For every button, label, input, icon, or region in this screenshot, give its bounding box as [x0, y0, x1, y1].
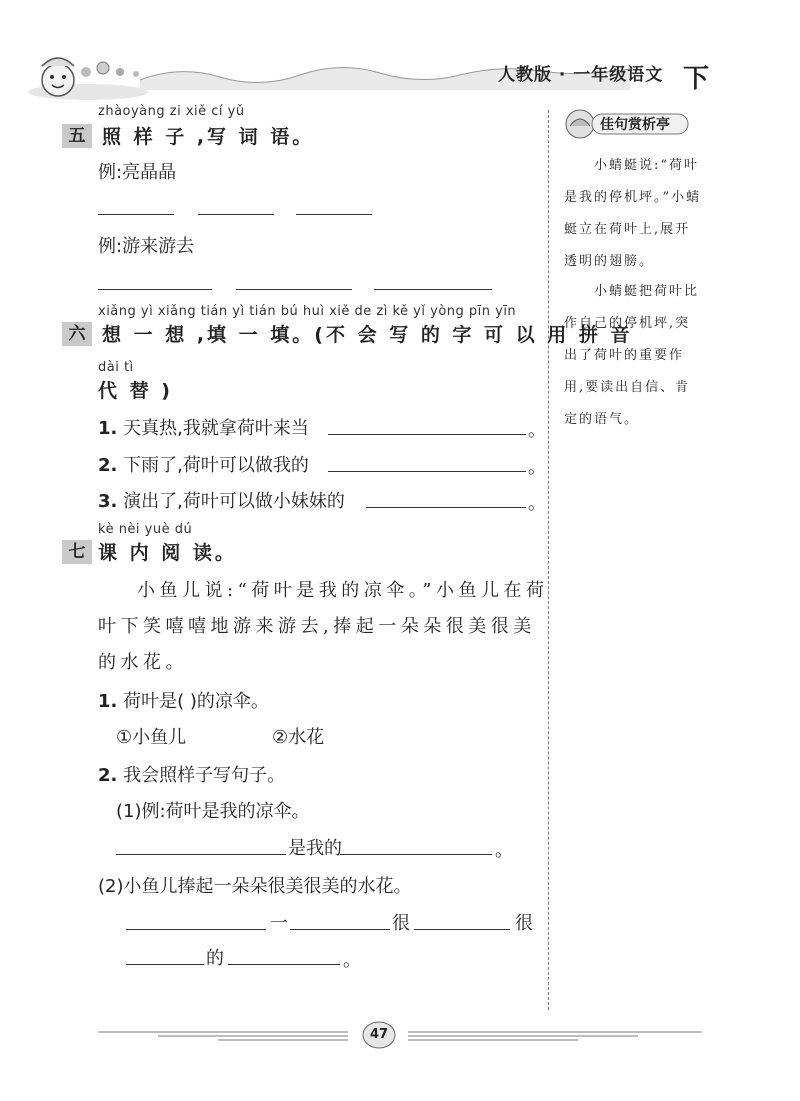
period: 。 — [528, 420, 546, 441]
volume-label: 下 — [683, 64, 710, 94]
section6-q1: 1. 天真热,我就拿荷叶来当 — [98, 418, 309, 439]
section5-title: 照 样 子 ,写 词 语。 — [102, 126, 315, 148]
passage-line: 小鱼儿说:“荷叶是我的凉伞。”小鱼儿在荷 — [137, 580, 549, 601]
section7-title: 课 内 阅 读。 — [98, 542, 237, 564]
section6-q3: 3. 演出了,荷叶可以做小妹妹的 — [98, 491, 345, 512]
passage-line: 的水花。 — [98, 652, 188, 673]
answer-blank[interactable] — [414, 929, 510, 930]
q1-option-1[interactable]: ①小鱼儿 — [116, 727, 187, 748]
header-title: 人教版 · 一年级语文 — [498, 65, 664, 85]
section7-q1: 1. 荷叶是( )的凉伞。 — [98, 691, 269, 712]
q2-sub1: (1)例:荷叶是我的凉伞。 — [116, 801, 310, 822]
period: 。 — [495, 840, 513, 861]
answer-blank[interactable] — [296, 214, 372, 215]
q2-sub2-c: 很 — [515, 913, 533, 934]
column-divider — [548, 110, 549, 1010]
q2-sub2-a: 一 — [270, 913, 288, 934]
passage-line: 叶下笑嘻嘻地游来游去,捧起一朵朵很美很美 — [98, 616, 536, 637]
section6-number: 六 — [62, 322, 92, 346]
answer-blank[interactable] — [374, 289, 492, 290]
period: 。 — [528, 457, 546, 478]
section5-number: 五 — [62, 124, 92, 148]
answer-blank[interactable] — [98, 214, 174, 215]
answer-blank[interactable] — [328, 471, 526, 472]
page-number: 47 — [369, 1027, 389, 1042]
sidebar-title: 佳句赏析亭 — [600, 117, 670, 133]
answer-blank[interactable] — [228, 964, 340, 965]
section6-pinyin2: dài tì — [98, 360, 134, 375]
period: 。 — [343, 950, 361, 971]
answer-blank[interactable] — [236, 289, 352, 290]
section6-title-cont: 代 替 ) — [98, 380, 173, 402]
answer-blank[interactable] — [328, 434, 526, 435]
section7-pinyin: kè nèi yuè dú — [98, 522, 193, 537]
answer-blank[interactable] — [198, 214, 274, 215]
q2-sub1-mid: 是我的 — [288, 838, 342, 859]
answer-blank[interactable] — [290, 929, 390, 930]
q1-option-2[interactable]: ②水花 — [272, 727, 325, 748]
q2-sub2-b: 很 — [392, 913, 410, 934]
answer-blank[interactable] — [126, 964, 204, 965]
section5-example1: 例:亮晶晶 — [98, 162, 177, 183]
section5-pinyin: zhàoyàng zi xiě cí yǔ — [98, 104, 245, 119]
section6-pinyin: xiǎng yì xiǎng tián yì tián bú huì xiě de zì kě yǐ yòng pīn yīn — [98, 304, 517, 319]
section7-q2: 2. 我会照样子写句子。 — [98, 765, 286, 786]
section6-q2: 2. 下雨了,荷叶可以做我的 — [98, 455, 309, 476]
sidebar-analysis: 小蜻蜓把荷叶比作自己的停机坪,突出了荷叶的重要作用,要读出自信、肯定的语气。 — [564, 284, 700, 427]
answer-blank[interactable] — [98, 289, 212, 290]
q2-sub2: (2)小鱼儿捧起一朵朵很美很美的水花。 — [98, 876, 412, 897]
footer-decoration — [98, 1020, 702, 1050]
section6-title: 想 一 想 ,填 一 填。(不 会 写 的 字 可 以 用 拼 音 — [102, 324, 633, 346]
section7-number: 七 — [62, 540, 92, 564]
sidebar-quote: 小蜻蜓说:“荷叶是我的停机坪。”小蜻蜓立在荷叶上,展开透明的翅膀。 — [564, 158, 702, 269]
answer-blank[interactable] — [366, 507, 526, 508]
answer-blank[interactable] — [340, 854, 492, 855]
section5-example2: 例:游来游去 — [98, 236, 195, 257]
answer-blank[interactable] — [116, 854, 286, 855]
answer-blank[interactable] — [126, 929, 266, 930]
period: 。 — [528, 493, 546, 514]
q2-sub2-d: 的 — [206, 948, 224, 969]
